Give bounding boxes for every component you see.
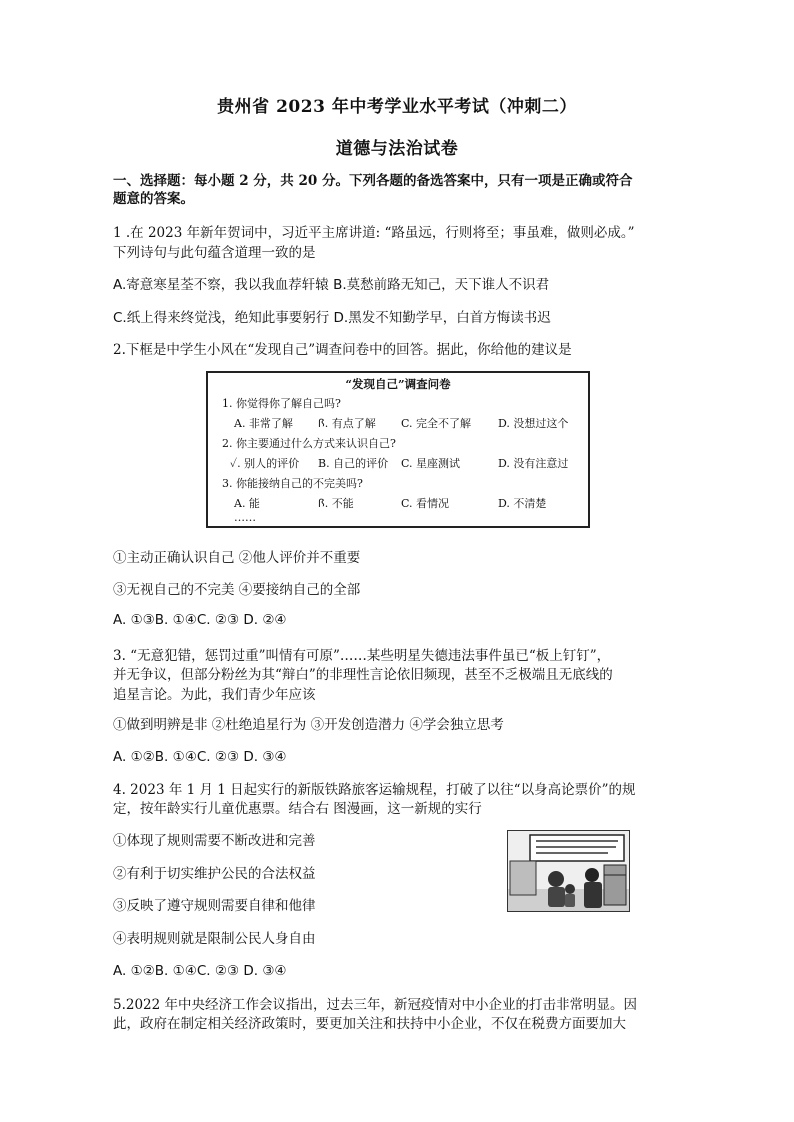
survey-question-2: 2. 你主要通过什么方式来认识自己?	[222, 437, 396, 450]
q2-stem: 2.下框是中学生小风在“发现自己”调查问卷中的回答。据此，你给他的建议是	[113, 342, 572, 358]
q4-item-3: ③反映了遵守规则需要自律和他律	[113, 898, 316, 914]
q3-stem-line2: 并无争议，但部分粉丝为其“辩白”的非理性言论依旧频现，甚至不乏极端且无底线的	[113, 667, 613, 683]
survey-q1-option-c: C. 完全不了解	[401, 417, 472, 430]
q4-item-2: ②有利于切实维护公民的合法权益	[113, 866, 316, 882]
survey-q3-option-d: D. 不清楚	[498, 497, 547, 510]
q1-options-ab: A.寄意寒星荃不察，我以我血荐轩辕 B.莫愁前路无知己，天下谁人不识君	[113, 277, 550, 293]
q1-stem-line2: 下列诗句与此句蕴含道理一致的是	[113, 245, 316, 261]
q2-choices: A. ①③B. ①④C. ②③ D. ②④	[113, 612, 287, 628]
q5-stem-line1: 5.2022 年中央经济工作会议指出，过去三年，新冠疫情对中小企业的打击非常明显。因	[113, 997, 638, 1013]
q2-items-line1: ①主动正确认识自己 ②他人评价并不重要	[113, 550, 361, 566]
section-heading-line1: 一、选择题：每小题 2 分，共 20 分。下列各题的备选答案中，只有一项是正确或符合	[113, 173, 633, 189]
survey-q1-option-b: ꟗ. 有点了解	[318, 417, 376, 430]
q3-stem-line3: 追星言论。为此，我们青少年应该	[113, 687, 316, 703]
q1-stem-line1: 1 .在 2023 年新年贺词中，习近平主席讲道: “路虽远，行则将至；事虽难，做则必成。”	[113, 225, 635, 241]
survey-q2-option-a: ✓. 别人的评价	[230, 457, 300, 470]
exam-title: 贵州省 2023 年中考学业水平考试（冲刺二）	[217, 97, 577, 117]
survey-q2-option-c: C. 星座测试	[401, 457, 461, 470]
survey-q3-option-b: ꟗ. 不能	[318, 497, 354, 510]
q3-choices: A. ①②B. ①④C. ②③ D. ③④	[113, 749, 287, 765]
survey-box	[206, 371, 590, 528]
q3-stem-line1: 3. “无意犯错，惩罚过重”叫情有可原”……某些明星失德违法事件虽已“板上钉钉”，	[113, 648, 611, 664]
survey-q2-option-d: D. 没有注意过	[498, 457, 569, 470]
q4-choices: A. ①②B. ①④C. ②③ D. ③④	[113, 963, 287, 979]
exam-subtitle: 道德与法治试卷	[335, 139, 459, 159]
q1-options-cd: C.纸上得来终觉浅，绝知此事要躬行 D.黑发不知勤学早，白首方悔读书迟	[113, 310, 551, 326]
survey-question-1: 1. 你觉得你了解自己吗?	[222, 397, 341, 410]
survey-question-3: 3. 你能接纳自己的不完美吗?	[222, 477, 363, 490]
survey-q2-option-b: B. 自己的评价	[318, 457, 389, 470]
survey-q1-option-d: D. 没想过这个	[498, 417, 569, 430]
comic-drawing	[508, 831, 630, 912]
q4-stem-line2: 定，按年龄实行儿童优惠票。结合右 图漫画，这一新规的实行	[113, 801, 482, 817]
q4-item-4: ④表明规则就是限制公民人身自由	[113, 931, 316, 947]
survey-ellipsis: ……	[234, 511, 256, 524]
q2-items-line2: ③无视自己的不完美 ④要接纳自己的全部	[113, 582, 361, 598]
q4-item-1: ①体现了规则需要不断改进和完善	[113, 833, 316, 849]
q5-stem-line2: 此，政府在制定相关经济政策时，要更加关注和扶持中小企业，不仅在税费方面要加大	[113, 1016, 626, 1032]
survey-q3-option-c: C. 看情况	[401, 497, 450, 510]
q3-items: ①做到明辨是非 ②杜绝追星行为 ③开发创造潜力 ④学会独立思考	[113, 717, 504, 733]
railway-ticket-comic-image	[507, 830, 630, 912]
section-heading-line2: 题意的答案。	[113, 191, 194, 207]
q4-stem-line1: 4. 2023 年 1 月 1 日起实行的新版铁路旅客运输规程，打破了以往“以身高论票价”的规	[113, 782, 636, 798]
survey-q3-option-a: A. 能	[234, 497, 260, 510]
survey-q1-option-a: A. 非常了解	[234, 417, 293, 430]
survey-title: “发现自己”调查问卷	[345, 377, 451, 391]
